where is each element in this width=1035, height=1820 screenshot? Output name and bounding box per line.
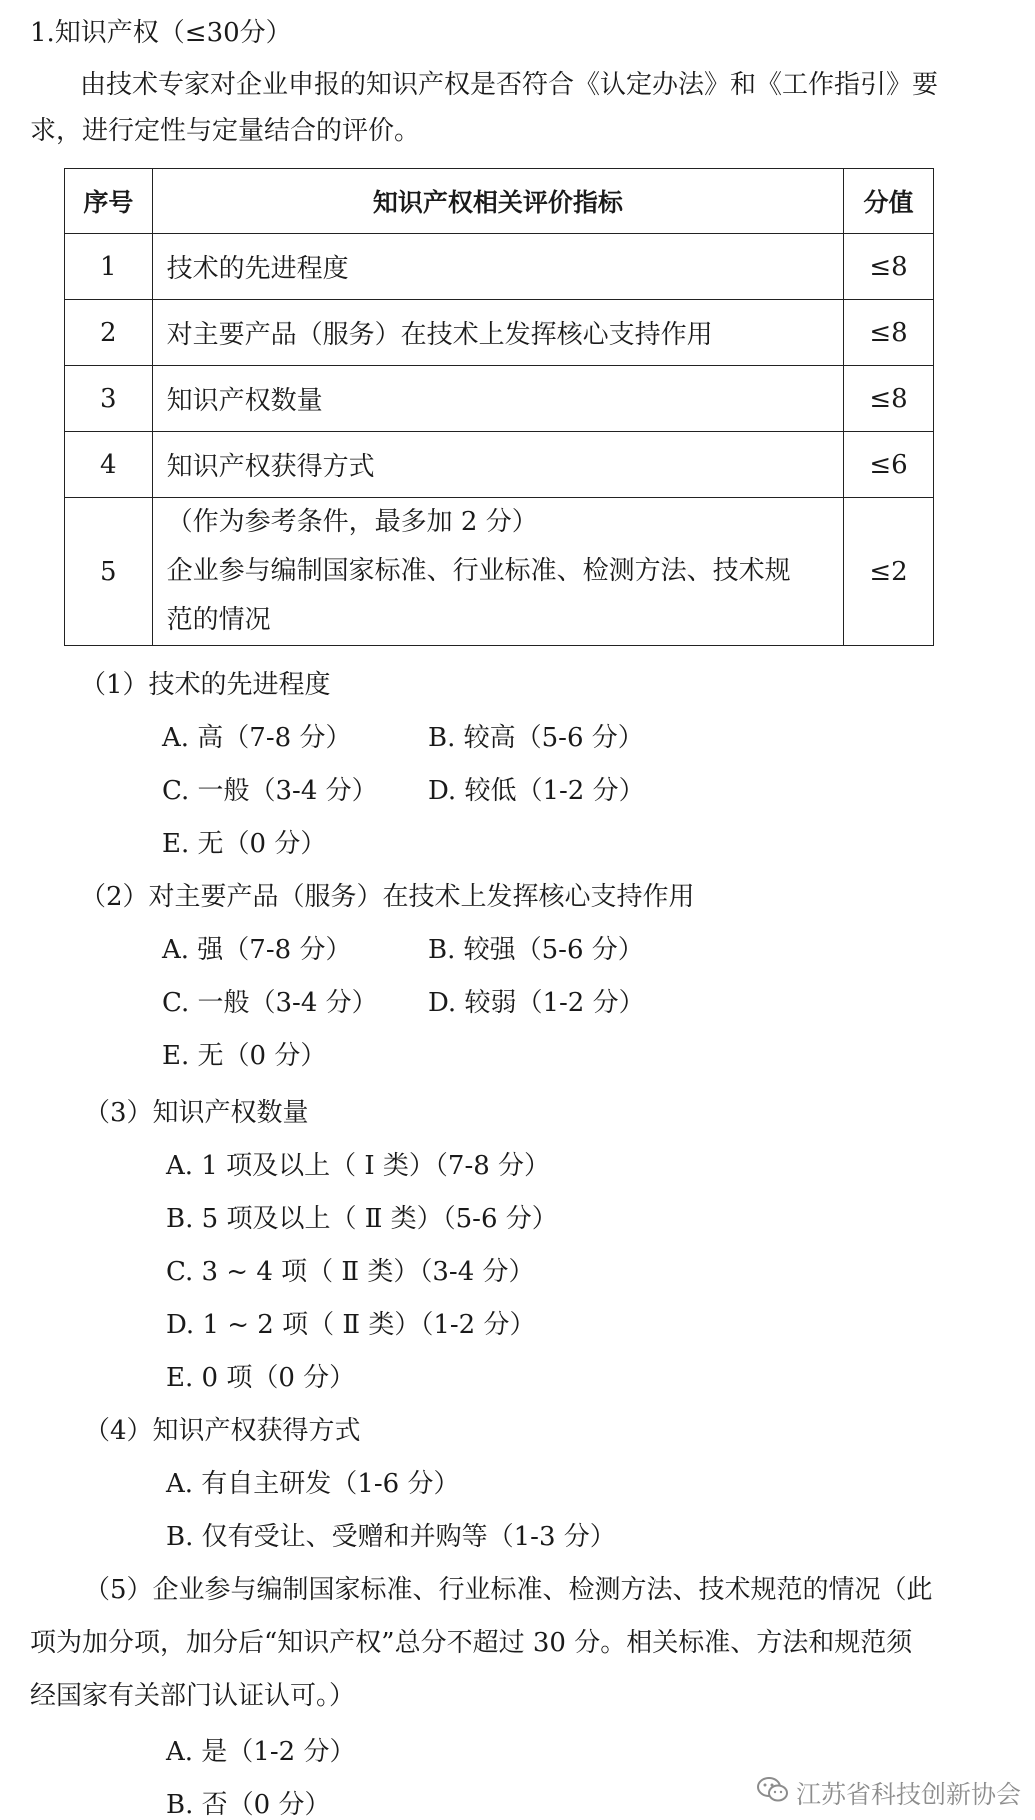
criterion-1-option-d: D. 较低（1-2 分） (428, 776, 645, 806)
row-number: 3 (65, 366, 153, 432)
table-header-row (65, 169, 934, 234)
criterion-5-line-3: 经国家有关部门认证认可。） (30, 1681, 356, 1711)
intro-line-2: 求，进行定性与定量结合的评价。 (30, 116, 421, 146)
table-row (65, 300, 934, 366)
row-score: ≤8 (844, 366, 934, 432)
row-number: 2 (65, 300, 153, 366)
criterion-3-heading: （3）知识产权数量 (84, 1098, 309, 1128)
criterion-2-option-a: A. 强（7-8 分） (162, 935, 352, 965)
criterion-2-option-b: B. 较强（5-6 分） (428, 935, 644, 965)
header-number: 序号 (65, 169, 153, 234)
row-indicator: 技术的先进程度 (152, 234, 843, 300)
header-indicator: 知识产权相关评价指标 (152, 169, 843, 234)
row-indicator: 对主要产品（服务）在技术上发挥核心支持作用 (152, 300, 843, 366)
criterion-4-heading: （4）知识产权获得方式 (84, 1416, 361, 1446)
row-indicator-line: 范的情况 (166, 605, 271, 635)
table-row (65, 366, 934, 432)
criterion-2-option-d: D. 较弱（1-2 分） (428, 988, 645, 1018)
row-number: 5 (65, 498, 153, 646)
criterion-2-option-c: C. 一般（3-4 分） (162, 988, 378, 1018)
row-score: ≤8 (844, 234, 934, 300)
criterion-3-option-e: E. 0 项（0 分） (166, 1363, 356, 1393)
table-row (65, 432, 934, 498)
evaluation-table (64, 168, 934, 646)
table-row (65, 234, 934, 300)
criterion-2-heading: （2）对主要产品（服务）在技术上发挥核心支持作用 (80, 882, 695, 912)
wechat-icon (756, 1776, 796, 1810)
row-number: 4 (65, 432, 153, 498)
row-indicator-line: 企业参与编制国家标准、行业标准、检测方法、技术规 (166, 556, 791, 586)
criterion-1-option-e: E. 无（0 分） (162, 829, 327, 859)
watermark-text: 江苏省科技创新协会 (795, 1780, 1021, 1809)
row-score: ≤6 (844, 432, 934, 498)
row-score: ≤8 (844, 300, 934, 366)
row-score: ≤2 (844, 498, 934, 646)
criterion-1-option-c: C. 一般（3-4 分） (162, 776, 378, 806)
criterion-1-option-b: B. 较高（5-6 分） (428, 723, 644, 753)
criterion-5-line-2: 项为加分项，加分后“知识产权”总分不超过 30 分。相关标准、方法和规范须 (30, 1628, 913, 1658)
criterion-1-option-a: A. 高（7-8 分） (162, 723, 352, 753)
intro-line-1: 由技术专家对企业申报的知识产权是否符合《认定办法》和《工作指引》要 (80, 70, 939, 100)
criterion-3-option-a: A. 1 项及以上（ Ⅰ 类）（7-8 分） (166, 1151, 551, 1181)
row-indicator (152, 498, 843, 646)
criterion-3-option-c: C. 3 ~ 4 项（ Ⅱ 类）（3-4 分） (166, 1257, 535, 1287)
criterion-4-option-a: A. 有自主研发（1-6 分） (166, 1469, 460, 1499)
header-score: 分值 (844, 169, 934, 234)
criterion-5-option-a: A. 是（1-2 分） (166, 1737, 356, 1767)
criterion-5-option-b: B. 否（0 分） (166, 1790, 331, 1820)
criterion-3-option-d: D. 1 ~ 2 项（ Ⅱ 类）（1-2 分） (166, 1310, 536, 1340)
watermark (756, 1775, 1021, 1811)
criterion-4-option-b: B. 仅有受让、受赠和并购等（1-3 分） (166, 1522, 616, 1552)
criterion-3-option-b: B. 5 项及以上（ Ⅱ 类）（5-6 分） (166, 1204, 558, 1234)
row-indicator-line: （作为参考条件，最多加 2 分） (166, 507, 538, 537)
criterion-5-line-1: （5）企业参与编制国家标准、行业标准、检测方法、技术规范的情况（此 (84, 1575, 933, 1605)
row-number: 1 (65, 234, 153, 300)
criterion-2-option-e: E. 无（0 分） (162, 1041, 327, 1071)
table-row (65, 498, 934, 646)
criterion-1-heading: （1）技术的先进程度 (80, 670, 331, 700)
row-indicator: 知识产权数量 (152, 366, 843, 432)
section-title: 1.知识产权（≤30分） (30, 18, 292, 48)
row-indicator: 知识产权获得方式 (152, 432, 843, 498)
